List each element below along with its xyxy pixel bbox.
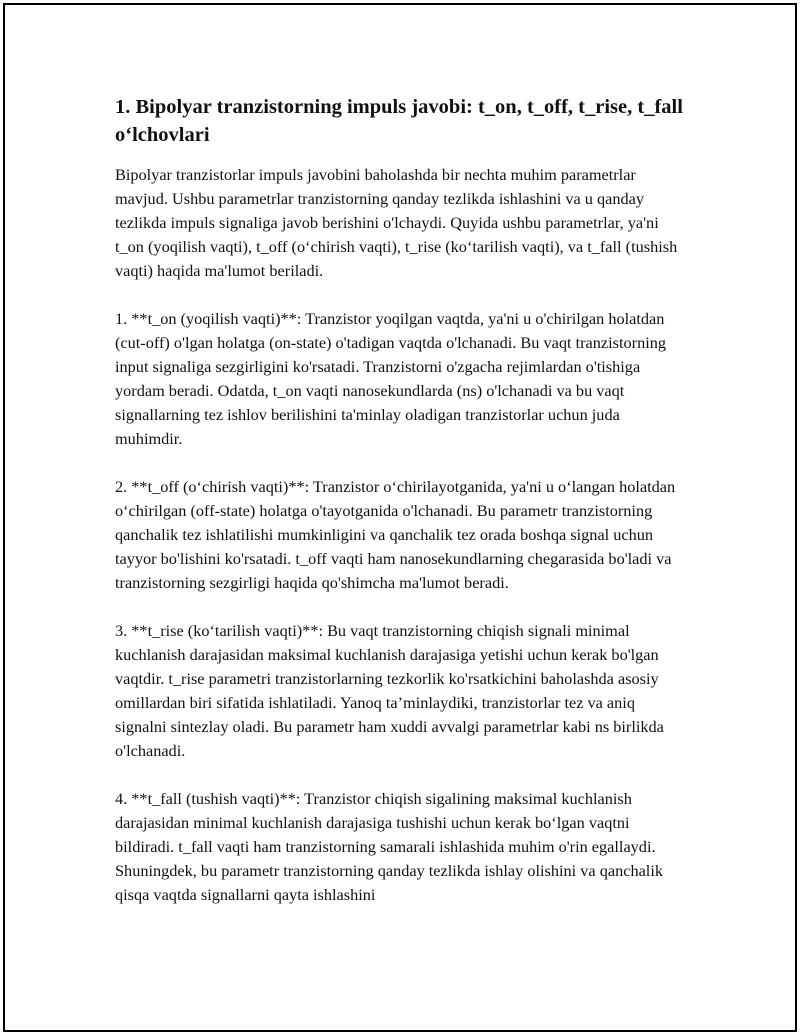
t-off-paragraph: 2. **t_off (o‘chirish vaqti)**: Tranzistor o‘chirilayotganida, ya'ni u o‘langan holatdan o‘chirilgan (off-state) holatga o'tayotganida o'lchanadi. Bu parametr tranzistorning qanchalik tez ishlatilishi mumkinligini va qanchalik tez orada boshqa signal uchun tayyor bo'lishini ko'rsatadi. t_off vaqti ham nanosekundlarning chegarasida bo'ladi va tranzistorning sezgirligi haqida qo'shimcha ma'lumot beradi. [115, 477, 676, 592]
document-body [115, 93, 690, 931]
intro-paragraph: Bipolyar tranzistorlar impuls javobini baholashda bir nechta muhim parametrlar mavjud. Ushbu parametrlar tranzistorning qanday tezlikda ishlashini va u qanday tezlikda impuls signaliga javob berishini o'lchaydi. Quyida ushbu parametrlar, ya'ni t_on (yoqilish vaqti), t_off (o‘chirish vaqti), t_rise (ko‘tarilish vaqti), va t_fall (tushish vaqti) haqida ma'lumot beriladi. [115, 165, 678, 280]
t-on-paragraph: 1. **t_on (yoqilish vaqti)**: Tranzistor yoqilgan vaqtda, ya'ni u o'chirilgan holatdan (cut-off) o'lgan holatga (on-state) o'tadigan vaqtda o'lchanadi. Bu vaqt tranzistorning input signaliga sezgirligini ko'rsatadi. Tranzistorni o'zgacha rejimlardan o'tishiga yordam beradi. Odatda, t_on vaqti nanosekundlarda (ns) o'lchanadi va bu vaqt signallarning tez ishlov berilishini ta'minlay oladigan tranzistorlar uchun juda muhimdir. [115, 309, 667, 448]
document-title: 1. Bipolyar tranzistorning impuls javobi: t_on, t_off, t_rise, t_fall o‘lchovlari [115, 96, 683, 146]
t-rise-paragraph: 3. **t_rise (ko‘tarilish vaqti)**: Bu vaqt tranzistorning chiqish signali minimal kuchlanish darajasidan maksimal kuchlanish darajasiga yetishi uchun kerak bo'lgan vaqtdir. t_rise parametri tranzistorlarning tezkorlik ko'rsatkichini baholashda asosiy omillardan biri sifatida ishlatiladi. Yanoq ta’minlaydiki, tranzistorlar tez va aniq signalni sintezlay oladi. Bu parametr ham xuddi avvalgi parametrlar kabi ns birlikda o'lchanadi. [115, 621, 664, 760]
t-fall-paragraph: 4. **t_fall (tushish vaqti)**: Tranzistor chiqish sigalining maksimal kuchlanish darajasidan minimal kuchlanish darajasiga tushishi uchun kerak bo‘lgan vaqtni bildiradi. t_fall vaqti ham tranzistorning samarali ishlashida muhim o'rin egallaydi. Shuningdek, bu parametr tranzistorning qanday tezlikda ishlay olishini va qanchalik qisqa vaqtda signallarni qayta ishlashini [115, 789, 663, 904]
